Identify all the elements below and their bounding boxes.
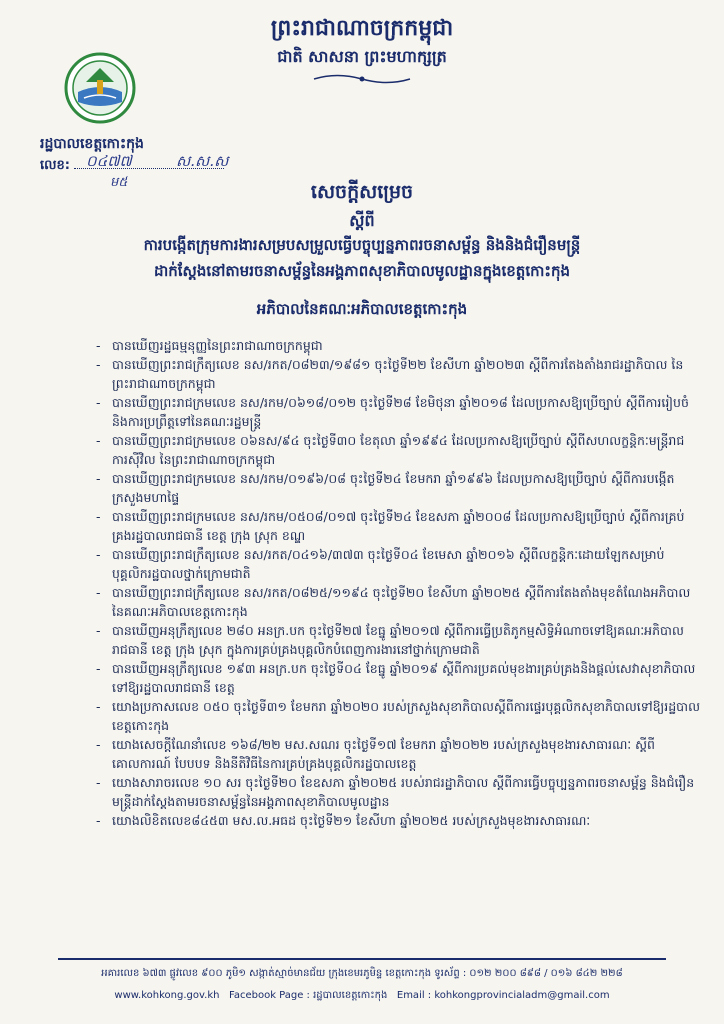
website-link[interactable]: www.kohkong.gov.kh [114,990,220,1001]
handwritten-initial: ម៥ [110,175,128,190]
list-item: - បានឃើញអនុក្រឹត្យលេខ ២៨០ អនក្រ.បក ចុះថ្ងៃទី២៧ ខែធ្នូ ឆ្នាំ២០១៧ ស្ដីពីការធ្វើប្រតិភូកម្មសិទ្ធិអំណាចទៅឱ្យគណៈអភិបាលរាជធានី ខេត្ត ក្រុង ស្រុក ក្នុងការគ្រប់គ្រងបុគ្គលិកបំពេញការងារនៅថ្នាក់ក្រោមជាតិ [112,621,700,659]
governor-heading: អភិបាលនៃគណៈអភិបាលខេត្តកោះកុង [256,300,468,318]
list-item: - យោងលិខិតលេខ៨៤៥៣ មស.ល.អធដ ចុះថ្ងៃទី២១ ខែសីហា ឆ្នាំ២០២៥ របស់ក្រសួងមុខងារសាធារណៈ [112,811,700,830]
list-item: - បានឃើញព្រះរាជក្រមលេខ នស/រកម/០៥០៨/០១៧ ចុះថ្ងៃទី២៤ ខែឧសភា ឆ្នាំ២០០៨ ដែលប្រកាសឱ្យប្រើច្បាប់ ស្ដីពីការគ្រប់គ្រងរដ្ឋបាលរាជធានី ខេត្ត ក្រុង ស្រុក ខណ្ឌ [112,507,700,545]
reference-label: លេខ: [40,158,70,173]
list-item: - យោងសារាចរលេខ ១០ សរ ចុះថ្ងៃទី២០ ខែឧសភា ឆ្នាំ២០២៥ របស់រាជរដ្ឋាភិបាល ស្ដីពីការធ្វើបច្ចុប្បន្នភាពរចនាសម្ព័ន្ធ និងជំរឿនមន្ត្រីដាក់ស្តែងតាមរចនាសម្ព័ន្ធនៃអង្គភាពសុខាភិបាលមូលដ្ឋាន [112,773,700,811]
list-item: - បានឃើញព្រះរាជក្រមលេខ នស/រកម/០៦១៨/០១២ ចុះថ្ងៃទី២៨ ខែមិថុនា ឆ្នាំ២០១៨ ដែលប្រកាសឱ្យប្រើច្បាប់ ស្ដីពីការរៀបចំ និងការប្រព្រឹត្តទៅនៃគណៈរដ្ឋមន្ត្រី [112,393,700,431]
provincial-seal-icon [64,52,136,124]
list-item: - បានឃើញព្រះរាជក្រឹត្យលេខ នស/រកត/០៨២៥/១១៩៤ ចុះថ្ងៃទី២០ ខែសីហា ឆ្នាំ២០២៥ ស្ដីពីការតែងតាំងមុខតំណែងអភិបាល នៃគណៈអភិបាលខេត្តកោះកុង [112,583,700,621]
subject-line-2: ដាក់ស្តែងនៅតាមរចនាសម្ព័ន្ធនៃអង្គភាពសុខាភិបាលមូលដ្ឋានក្នុងខេត្តកោះកុង [153,262,570,280]
subject-line-1: ការបង្កើតក្រុមការងារសម្របសម្រួលធ្វើបច្ចុប្បន្នភាពរចនាសម្ព័ន្ធ និងនិងជំរឿនមន្ត្រី [143,236,581,254]
ornament-divider-icon [312,72,412,86]
footer-contacts [0,988,724,1003]
kingdom-heading: ព្រះរាជាណាចក្រកម្ពុជា [270,15,454,41]
decision-subject [36,232,688,284]
footer-address: អគារលេខ ៦៧៣ ផ្លូវលេខ ៩០០ ភូមិ១ សង្កាត់ស្មាច់មានជ័យ ក្រុងខេមរភូមិន្ទ ខេត្តកោះកុង ទូរស័ព្ទ : ០១២ ២០០ ៨៩៨ / ០១៦ ៨៤២ ២២៨ [101,968,623,979]
national-motto: ជាតិ សាសនា ព្រះមហាក្សត្រ [277,47,447,66]
list-item: - បានឃើញព្រះរាជក្រឹត្យលេខ នស/រកត/០៨២៣/១៩៨១ ចុះថ្ងៃទី២២ ខែសីហា ឆ្នាំ២០២៣ ស្ដីពីការតែងតាំងរាជរដ្ឋាភិបាល នៃព្រះរាជាណាចក្រកម្ពុជា [112,355,700,393]
footer-divider [58,958,666,960]
list-item: - បានឃើញរដ្ឋធម្មនុញ្ញនៃព្រះរាជាណាចក្រកម្ពុជា [112,336,700,355]
list-item: - បានឃើញព្រះរាជក្រឹត្យលេខ នស/រកត/០៤១៦/៣៧៣ ចុះថ្ងៃទី០៤ ខែមេសា ឆ្នាំ២០១៦ ស្ដីពីលក្ខន្តិកៈដោយឡែកសម្រាប់បុគ្គលិករដ្ឋបាលថ្នាក់ក្រោមជាតិ [112,545,700,583]
list-item: - យោងសេចក្ដីណែនាំលេខ ១៦៨/២២ មស.សណរ ចុះថ្ងៃទី១៧ ខែមករា ឆ្នាំ២០២២ របស់ក្រសួងមុខងារសាធារណៈ ស្ដីពីគោលការណ៍ បែបបទ និងនីតិវិធីនៃការគ្រប់គ្រងបុគ្គលិករដ្ឋបាលខេត្ត [112,735,700,773]
facebook-page: Facebook Page : រដ្ឋបាលខេត្តកោះកុង [229,990,388,1001]
about-heading: ស្ដីពី [349,211,375,230]
list-item: - បានឃើញព្រះរាជក្រមលេខ ០៦នស/៩៤ ចុះថ្ងៃទី៣០ ខែតុលា ឆ្នាំ១៩៩៤ ដែលប្រកាសឱ្យប្រើច្បាប់ ស្ដីពីសហលក្ខន្តិកៈមន្ត្រីរាជការស៊ីវិល នៃព្រះរាជាណាចក្រកម្ពុជា [112,431,700,469]
legal-basis-list [112,336,700,830]
list-item: - បានឃើញព្រះរាជក្រមលេខ នស/រកម/០១៩៦/០៨ ចុះថ្ងៃទី២៤ ខែមករា ឆ្នាំ១៩៩៦ ដែលប្រកាសឱ្យប្រើច្បាប់ ស្ដីពីការបង្កើតក្រសួងមហាផ្ទៃ [112,469,700,507]
list-item: - យោងប្រកាសលេខ ០៥០ ចុះថ្ងៃទី៣១ ខែមករា ឆ្នាំ២០២០ របស់ក្រសួងសុខាភិបាលស្ដីពីការផ្ទេរបុគ្គលិកសុខាភិបាលទៅឱ្យរដ្ឋបាលខេត្តកោះកុង [112,697,700,735]
document-title: សេចក្ដីសម្រេច [310,181,414,203]
email-contact: Email : kohkongprovincialadm@gmail.com [396,990,610,1001]
handwritten-reference-number: ០៤៧៧ [86,152,132,170]
list-item: - បានឃើញអនុក្រឹត្យលេខ ១៩៣ អនក្រ.បក ចុះថ្ងៃទី០៤ ខែធ្នូ ឆ្នាំ២០១៩ ស្ដីពីការប្រគល់មុខងារគ្រប់គ្រងនិងផ្ដល់សេវាសុខាភិបាលទៅឱ្យរដ្ឋបាលរាជធានី ខេត្ត [112,659,700,697]
handwritten-reference-code: ស.ស.ស [176,152,229,170]
issuing-office: រដ្ឋបាលខេត្តកោះកុង [40,136,144,152]
